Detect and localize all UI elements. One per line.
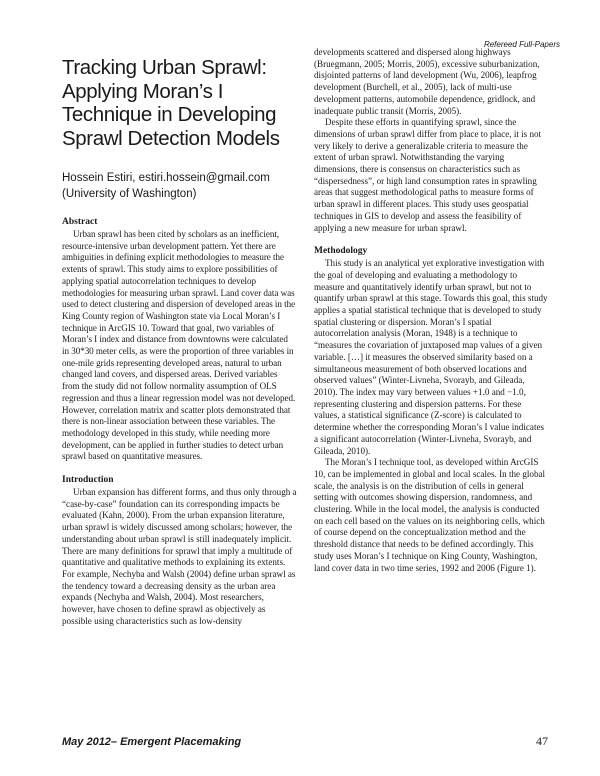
- author-line: Hossein Estiri, estiri.hossein@gmail.com: [62, 172, 270, 184]
- left-column: [62, 56, 297, 628]
- introduction-paragraph-2: Despite these efforts in quantifying sprawl, since the dimensions of urban sprawl differ from place to place, it is not very likely to derive a generalizable criteria to measure the extent of urban sprawl. Notwithstanding the varying dimensions, there is consensus on characteristics such as “dispersedness”, or high land consumption rates in sprawling areas that suggest methodological paths to measure forms of urban sprawl in different places. This study uses geospatial techniques in GIS to develop and assess the feasibility of applying a new measure for urban sprawl.: [314, 117, 542, 233]
- methodology-paragraph-2: The Moran’s I technique tool, as developed within ArcGIS 10, can be implemented in global and local scales. In the global scale, the analysis is on the distribution of cells in general setting with outcomes showing dispersion, randomness, and clustering. While in the local model, the analysis is conducted on each cell based on the values on its neighboring cells, which of course depend on the conceptualization method and the threshold distance that needs to be defined accordingly. This study uses Moran’s I technique on King County, Washington, land cover data in two time series, 1992 and 2006 (Figure 1).: [314, 457, 546, 573]
- introduction-heading: Introduction: [62, 475, 114, 486]
- introduction-section: [62, 474, 297, 627]
- introduction-continued: [314, 47, 548, 234]
- introduction-paragraph-1-continued: developments scattered and dispersed along highways (Bruegmann, 2005; Morris, 2005), excessive suburbanization, disjointed patterns of land development (Wu, 2006), leapfrog development (Burchell, et al., 2005), lack of multi-use development patterns, automobile dependence, gridlock, and inadequate public transit (Morris, 2005).: [314, 47, 540, 116]
- abstract-heading: Abstract: [62, 217, 98, 227]
- article-title: Tracking Urban Sprawl: Applying Moran’s I Technique in Developing Sprawl Detection Models: [62, 56, 280, 150]
- right-column: [314, 47, 548, 574]
- author-block: [62, 170, 297, 202]
- author-affiliation: (University of Washington): [62, 188, 197, 200]
- abstract-text: Urban sprawl has been cited by scholars as an inefficient, resource-intensive urban development pattern. Yet there are ambiguities in defining explicit methodologies to measure the extents of sprawl. This study aims to explore possibilities of applying spatial autocorrelation techniques to develop methodologies for measuring urban sprawl. Land cover data was used to detect clustering and dispersion of developed areas in the King County region of Washington state via Local Moran’s I technique in ArcGIS 10. Toward that goal, two variables of Moran’s I index and distance from downtowns were calculated in 30*30 meter cells, as were the proportion of three variables in one-mile grids representing developed areas, natural to urban changed land covers, and dispersed areas. Derived variables from the study did not follow normality assumption of OLS regression and thus a linear regression model was not developed. However, correlation matrix and scatter plots demonstrated that there is non-linear association between these variables. The methodology developed in this study, while needing more development, can be applied in further studies to detect urban sprawl based on quantitative measures.: [62, 229, 296, 462]
- abstract-section: [62, 216, 297, 463]
- section-tag: Refereed Full-Papers: [483, 40, 560, 49]
- page-number: 47: [536, 734, 548, 748]
- methodology-section: [314, 245, 548, 574]
- footer-journal: May 2012– Emergent Placemaking: [62, 736, 242, 748]
- introduction-paragraph-1: Urban expansion has different forms, and thus only through a “case-by-case” foundation can its corresponding impacts be evaluated (Kahn, 2000). From the urban expansion literature, urban sprawl is widely discussed among scholars; however, the understanding about urban sprawl is still inadequately implicit. There are many definitions for sprawl that imply a multitude of quantitative and qualitative methods to explaining its extents. For example, Nechyba and Walsh (2004) define urban sprawl as the tendency toward a decreasing density as the urban area expands (Nechyba and Walsh, 2004). Most researchers, however, have chosen to define sprawl as objectively as possible using characteristics such as low-density: [62, 487, 297, 626]
- methodology-heading: Methodology: [314, 246, 368, 257]
- methodology-paragraph-1: This study is an analytical yet explorative investigation with the goal of developing and evaluating a methodology to measure and quantitatively identify urban sprawl, but not to quantify urban sprawl at this stage. Towards this goal, this study applies a spatial statistical technique that is developed to study spatial clustering or dispersion. Moran’s I spatial autocorrelation analysis (Moran, 1948) is a technique to “measures the covariation of juxtaposed map values of a given variable. […] it measures the observed similarity based on a simultaneous measurement of both observed locations and observed values” (Winter-Livneha, Svorayb, and Gileada, 2010). The index may vary between values +1.0 and −1.0, representing clustering and dispersion patterns. For these values, a statistical significance (Z-score) is calculated to determine whether the corresponding Moran’s I value indicates a significant autocorrelation (Winter-Livneha, Svorayb, and Gileada, 2010).: [314, 258, 548, 456]
